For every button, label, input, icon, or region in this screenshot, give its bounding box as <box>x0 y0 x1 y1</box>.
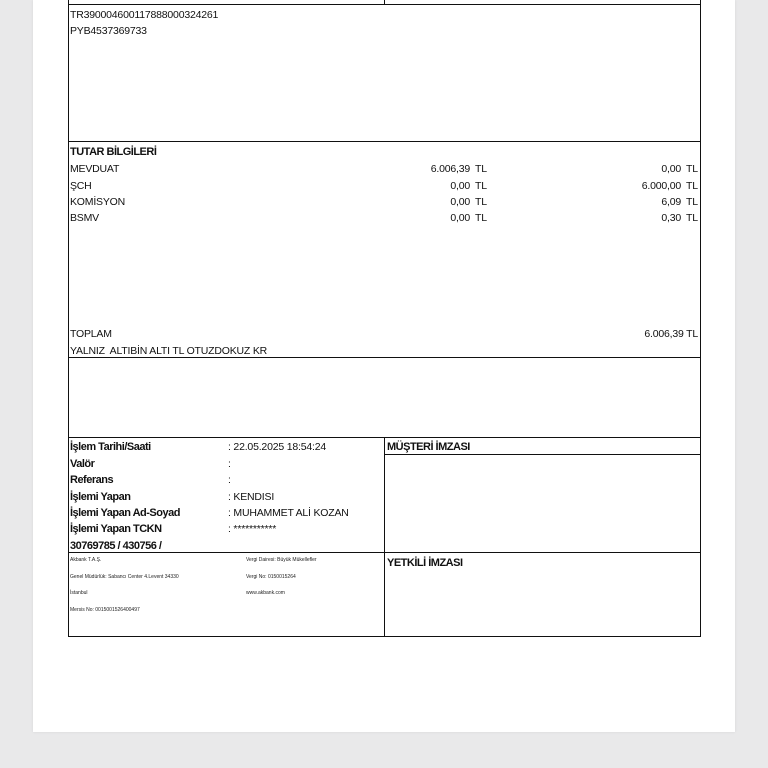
transaction-label: İşlem Tarihi/Saati <box>70 441 151 453</box>
footer-mersis: Mersis No: 0015001526400497 <box>70 607 140 613</box>
footer-city: İstanbul <box>70 590 88 596</box>
amount-row-col1-unit: TL <box>475 196 487 208</box>
amount-row-col2-unit: TL <box>686 196 698 208</box>
transaction-label: İşlemi Yapan <box>70 491 131 503</box>
transaction-value: : MUHAMMET ALİ KOZAN <box>228 507 349 519</box>
total-label: TOPLAM <box>70 328 112 340</box>
total-in-words: YALNIZ ALTIBİN ALTI TL OTUZDOKUZ KR <box>70 345 268 357</box>
footer-tax-office: Vergi Dairesi: Büyük Mükellefler <box>246 557 317 563</box>
amount-row-col2: 0,30 <box>661 212 681 224</box>
amount-row-col1-unit: TL <box>475 212 487 224</box>
border-left <box>68 0 69 637</box>
amount-row-col2-unit: TL <box>686 180 698 192</box>
amount-row-col2: 6.000,00 <box>641 180 681 192</box>
transaction-label: Valör <box>70 458 95 470</box>
section-divider-1 <box>68 141 701 142</box>
footer-address: Genel Müdürlük: Sabancı Center 4.Levent 34330 <box>70 574 179 580</box>
transaction-value: : 22.05.2025 18:54:24 <box>228 441 326 453</box>
amount-row-col2: 0,00 <box>661 163 681 175</box>
signature-col-divider <box>384 437 385 637</box>
amount-row-col1: 0,00 <box>450 180 470 192</box>
account-iban: TR390004600117888000324261 <box>70 9 219 21</box>
transaction-label: İşlemi Yapan Ad-Soyad <box>70 507 180 519</box>
border-right <box>700 0 701 637</box>
customer-signature-label: MÜŞTERİ İMZASI <box>387 441 470 453</box>
amount-row-col1: 0,00 <box>450 196 470 208</box>
transaction-label: İşlemi Yapan TCKN <box>70 523 162 535</box>
signature-header-line <box>384 454 701 455</box>
amount-row-label: ŞCH <box>70 180 92 192</box>
branch-code: 30769785 / 430756 / <box>70 540 162 552</box>
total-value: 6.006,39 TL <box>644 328 698 340</box>
footer-bank-name: Akbank T.A.Ş. <box>70 557 102 563</box>
transaction-value: : KENDISI <box>228 491 275 503</box>
amount-row-label: BSMV <box>70 212 99 224</box>
top-col-divider <box>384 0 385 5</box>
section-divider-2 <box>68 357 701 358</box>
amount-row-label: KOMİSYON <box>70 196 125 208</box>
amount-row-col1-unit: TL <box>475 163 487 175</box>
amount-row-col1-unit: TL <box>475 180 487 192</box>
receipt-frame <box>68 0 701 637</box>
amounts-title: TUTAR BİLGİLERİ <box>70 146 157 158</box>
authorized-signature-label: YETKİLİ İMZASI <box>387 557 463 569</box>
transaction-value: : <box>228 458 231 470</box>
transaction-value: : *********** <box>228 523 277 535</box>
amount-row-col1: 6.006,39 <box>430 163 470 175</box>
transaction-value: : <box>228 474 231 486</box>
amount-row-col2-unit: TL <box>686 212 698 224</box>
footer-tax-number: Vergi No: 0150015264 <box>246 574 296 580</box>
transaction-label: Referans <box>70 474 114 486</box>
footer-website: www.akbank.com <box>246 590 285 596</box>
amount-row-col2: 6,09 <box>661 196 681 208</box>
amount-row-label: MEVDUAT <box>70 163 120 175</box>
account-code: PYB4537369733 <box>70 25 147 37</box>
amount-row-col2-unit: TL <box>686 163 698 175</box>
amount-row-col1: 0,00 <box>450 212 470 224</box>
